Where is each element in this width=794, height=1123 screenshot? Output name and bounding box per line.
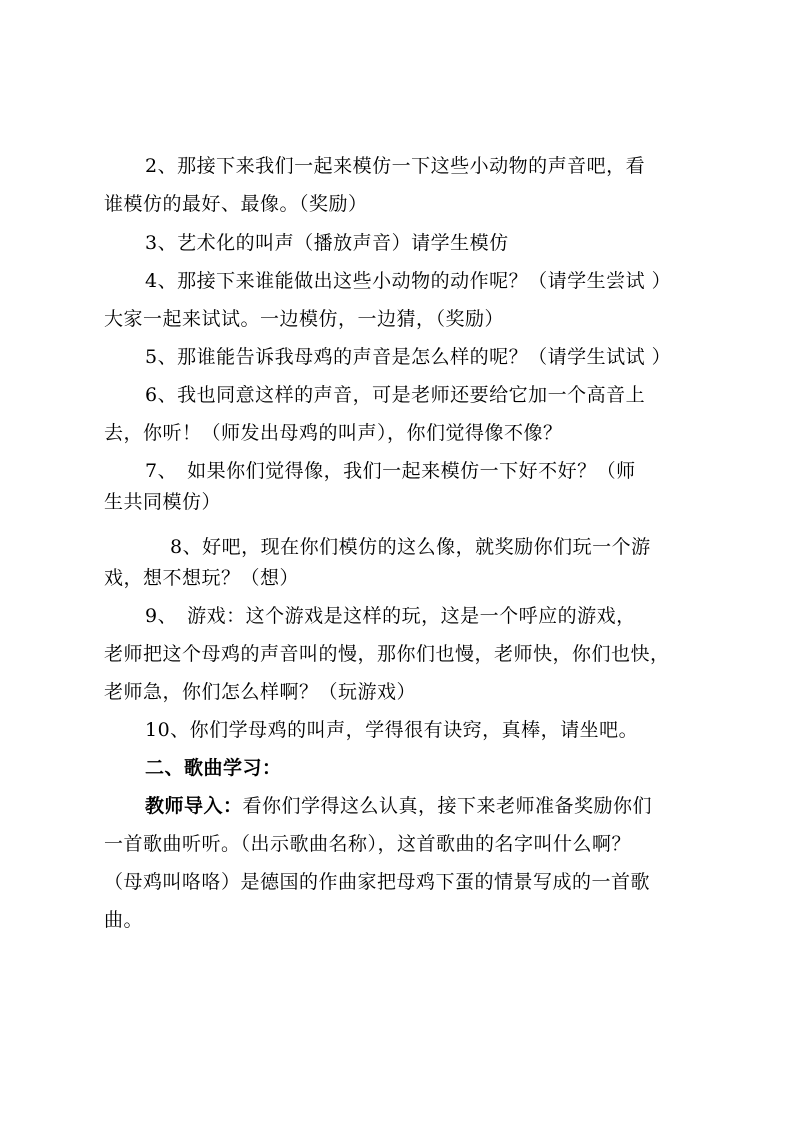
paragraph-line: 2、那接下来我们一起来模仿一下这些小动物的声音吧，看 <box>145 155 646 177</box>
paragraph-line <box>145 794 652 818</box>
paragraph-line: 谁模仿的最好、最像。（奖励） <box>104 193 368 215</box>
paragraph-line: 4、那接下来谁能做出这些小动物的动作呢？（请学生尝试 ） <box>145 270 672 292</box>
paragraph-line: 5、那谁能告诉我母鸡的声音是怎么样的呢？（请学生试试 ） <box>145 346 672 368</box>
paragraph-line: 9、 游戏：这个游戏是这样的玩，这是一个呼应的游戏， <box>145 605 636 627</box>
paragraph-line: 一首歌曲听听。（出示歌曲名称），这首歌曲的名字叫什么啊？ <box>104 833 632 855</box>
paragraph-line: 去，你听！（师发出母鸡的叫声），你们觉得像不像？ <box>104 422 563 444</box>
paragraph-line: 曲。 <box>104 909 144 931</box>
paragraph-line: 老师急，你们怎么样啊？（玩游戏） <box>104 681 417 703</box>
paragraph-line: 6、我也同意这样的声音，可是老师还要给它加一个高音上 <box>145 384 646 406</box>
section-heading: 二、歌曲学习： <box>145 757 282 779</box>
paragraph-line: 大家一起来试试。一边模仿，一边猜，（奖励） <box>104 308 505 330</box>
paragraph-line: 生共同模仿） <box>104 491 222 513</box>
paragraph-line: 3、艺术化的叫声（播放声音）请学生模仿 <box>145 232 509 254</box>
paragraph-line: 戏，想不想玩？（想） <box>104 567 300 589</box>
paragraph-line: 7、 如果你们觉得像，我们一起来模仿一下好不好？（师 <box>145 460 636 482</box>
intro-text: 看你们学得这么认真，接下来老师准备奖励你们 <box>242 795 653 817</box>
paragraph-line: 10、你们学母鸡的叫声，学得很有诀窍，真棒，请坐吧。 <box>145 719 639 741</box>
paragraph-line: 8、好吧，现在你们模仿的这么像，就奖励你们玩一个游 <box>170 536 651 558</box>
paragraph-line: （母鸡叫咯咯）是德国的作曲家把母鸡下蛋的情景写成的一首歌 <box>104 871 651 893</box>
paragraph-line: 老师把这个母鸡的声音叫的慢，那你们也慢，老师快，你们也快， <box>104 643 670 665</box>
intro-label: 教师导入： <box>145 795 243 817</box>
